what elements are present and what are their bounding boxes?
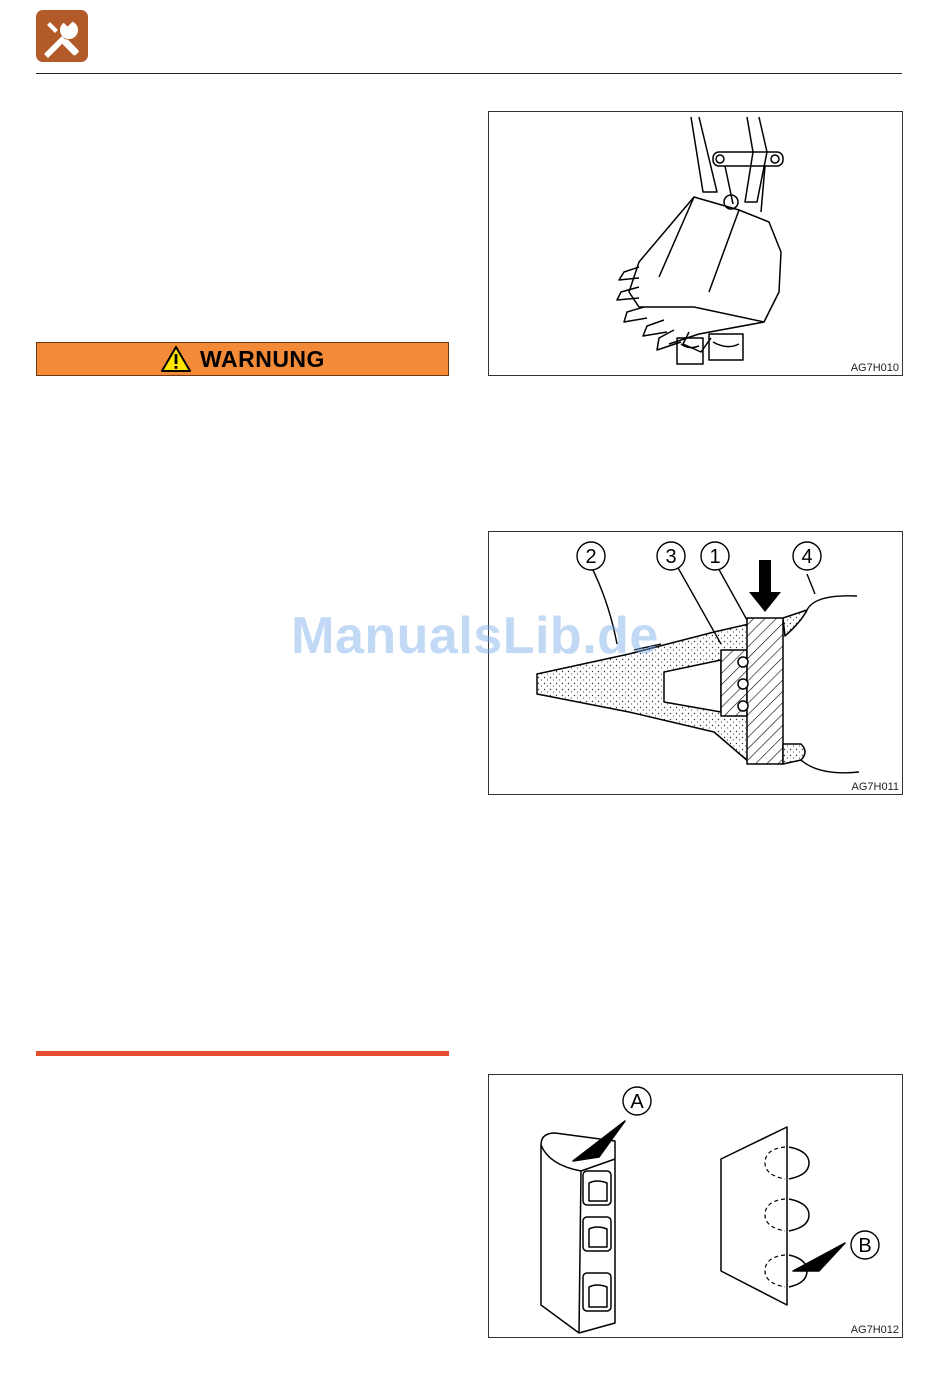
- section-divider: [36, 1051, 449, 1056]
- watermark: ManualsLib.de: [291, 607, 659, 665]
- figure-code: AG7H012: [850, 1324, 899, 1336]
- adapter-wear-illustration: [489, 1075, 902, 1337]
- figure-adapter-wear: [488, 1074, 903, 1338]
- wrench-service-icon: [36, 10, 88, 62]
- callout-a-label: A: [630, 1091, 644, 1113]
- bucket-illustration: [489, 112, 902, 375]
- figure-code: AG7H011: [851, 781, 899, 793]
- warning-banner: [36, 342, 449, 376]
- callout-2-label: 2: [585, 546, 597, 568]
- callout-b-label: B: [858, 1235, 872, 1257]
- callout-3-label: 3: [665, 546, 677, 568]
- warning-label: WARNUNG: [200, 345, 325, 372]
- figure-bucket: [488, 111, 903, 376]
- callout-4-label: 4: [801, 546, 813, 568]
- figure-code: AG7H010: [850, 362, 899, 374]
- header-rule: [36, 73, 902, 74]
- warning-triangle-icon: [160, 345, 192, 373]
- callout-1-label: 1: [709, 546, 721, 568]
